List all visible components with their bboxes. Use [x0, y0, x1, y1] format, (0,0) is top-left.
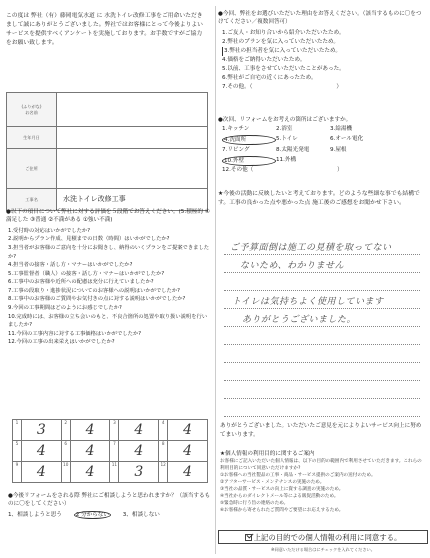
writing-line — [224, 398, 420, 399]
future-consult-question — [8, 492, 212, 519]
list-item: 7.工事の段取り・進捗状況についてのお客様への説明はいかがでしたか? — [8, 287, 180, 294]
score-value[interactable]: 4 — [168, 441, 208, 462]
option-all-electric[interactable]: 6.オール電化 — [330, 135, 364, 142]
next-reform-heading: ●次回、リフォームをお考えの箇所はございますか。 — [218, 117, 352, 123]
reason-list — [218, 29, 426, 92]
writing-line — [224, 326, 420, 327]
option-living[interactable]: 7.リビング — [222, 147, 250, 154]
writing-line — [224, 380, 420, 381]
consent-label: 上記の目的での個人情報の利用に同意する。 — [253, 533, 402, 542]
score-value[interactable]: 4 — [70, 441, 110, 462]
address-field[interactable] — [57, 149, 208, 189]
writing-line — [224, 272, 420, 273]
info-row-address — [7, 149, 208, 189]
list-item: ③当社の品質・サービスの向上に資する調査の実施のため。 — [220, 486, 344, 492]
option-bath[interactable]: 2.浴室 — [276, 126, 293, 133]
score-number: 1 — [13, 420, 22, 441]
info-label-text: (ふりがな) お名前 — [21, 103, 42, 115]
handwritten-comment-line: ご予算面倒は施工の見積を取ってない — [230, 243, 392, 253]
list-item: ⑤緊急時に行う旨の連絡のため。 — [220, 500, 289, 506]
list-item: 3.担当者がお客様のご意向を十分にお聞きし、納得のいくプランをご提案できましたか? — [8, 244, 210, 260]
right-column — [218, 2, 428, 556]
option-roof[interactable]: 9.屋根 — [330, 147, 347, 154]
score-number: 9 — [13, 462, 22, 483]
option-exterior[interactable]: 11.外構 — [276, 156, 297, 163]
info-row-name — [7, 93, 208, 127]
privacy-notice — [220, 450, 424, 515]
score-number: 11 — [110, 462, 119, 483]
info-label — [7, 93, 57, 127]
option-toilet[interactable]: 5.トイレ — [276, 135, 298, 142]
handwritten-comment-line: ないため、わかりません — [240, 261, 345, 271]
list-item[interactable]: 1.ご友人・お知り合いから紹介いただいたため。 — [222, 29, 345, 36]
reform-area-options — [218, 125, 426, 166]
option-washroom[interactable]: 4.洗面所 — [222, 135, 276, 145]
score-row — [13, 441, 208, 462]
score-row — [13, 420, 208, 441]
option-solar[interactable]: 8.太陽光発電 — [276, 147, 310, 154]
list-item-selected[interactable]: 3.弊社の担当者を気に入っていただいたため。 — [222, 47, 426, 56]
list-item: 12.今回の工事の出来栄えはいかがでしたか? — [8, 339, 115, 346]
list-item: 9.今回の工事期間はどのようにお感じでしたか? — [8, 304, 122, 311]
option-unsure[interactable]: 2 分からない — [75, 511, 109, 518]
score-value[interactable]: 4 — [70, 462, 110, 483]
score-row — [13, 462, 208, 483]
option-water-heater[interactable]: 3.給湯機 — [330, 126, 353, 133]
info-label: 工事名 — [7, 189, 57, 211]
rating-questions — [6, 208, 212, 347]
option-no-consult[interactable]: 3、相談しない — [122, 511, 160, 518]
list-item: 5.工事監督者（職人）の接客・話し方・マナーはいかがでしたか? — [8, 270, 165, 277]
future-question-text: ●今後リフォームをされる際 弊社にご相談しようと思われますか？（該当するものに〇をしてください） — [8, 493, 211, 508]
reason-heading: ●今回、弊社をお選びいただいた理由をお答えください。（該当するものに〇をつけてください／複数回答可） — [218, 11, 422, 26]
score-value[interactable]: 4 — [21, 462, 61, 483]
score-number: 5 — [13, 441, 22, 462]
list-item: 6.工事中のお客様や近所への配慮は充分に行えていましたか? — [8, 279, 154, 286]
list-item[interactable]: 5.以前、工事をさせていただいたことがあった。 — [222, 65, 345, 72]
score-value[interactable]: 4 — [70, 420, 110, 441]
consent-checkbox-row[interactable] — [218, 530, 428, 544]
info-label: 生年月日 — [7, 127, 57, 149]
list-item[interactable]: 4.価格をご納得いただいたため。 — [222, 56, 306, 63]
score-value[interactable]: 3 — [21, 420, 61, 441]
future-options — [8, 511, 212, 519]
score-number: 6 — [61, 441, 70, 462]
option-consult[interactable]: 1、相談しようと思う — [8, 511, 62, 518]
list-item: 11.今回の工事内容に対する工事価格はいかがでしたか? — [8, 330, 142, 337]
feedback-question: ★今後の活動に反映したいと考えております。どのような些細な事でも結構です。工事の良かった点や悪かった点 施工後のご感想をお聞かせ下さい。 — [218, 191, 420, 207]
intro-paragraph: この度は 弊社（有）藤岡電気水道 に 水洗トイレ改修工事をご用命いただきまして誠にありがとうございました。弊社ではお客様にとって今後よりよいサービスを提供すべくアンケートを実施しております。お手数ですがご協力をお願い致します。 — [6, 13, 203, 46]
handwritten-comment-line: トイレは気持ちよく使用しています — [232, 297, 384, 307]
work-name-field[interactable]: 水洗トイレ改修工事 — [57, 189, 208, 211]
option-other[interactable]: 12.その他（ ） — [222, 166, 343, 173]
name-field[interactable] — [57, 93, 208, 127]
rating-question-list — [6, 227, 212, 347]
option-kitchen[interactable]: 1.キッチン — [222, 126, 250, 133]
score-number: 4 — [159, 420, 168, 441]
option-exterior-wall[interactable]: 10.外壁 — [222, 156, 276, 166]
list-item[interactable]: 7.その他。（ ） — [222, 84, 343, 91]
score-value[interactable]: 3 — [119, 462, 159, 483]
left-column — [2, 2, 214, 556]
list-item: 1.受付時の対応はいかがでしたか? — [8, 227, 91, 234]
list-item: 4.担当者の接客・話し方・マナーはいかがでしたか? — [8, 262, 133, 269]
score-value[interactable]: 4 — [168, 462, 208, 483]
score-number: 3 — [110, 420, 119, 441]
list-item[interactable]: 2.弊社のプランを気に入っていただいたため。 — [222, 38, 339, 45]
writing-line — [224, 290, 420, 291]
column-divider — [215, 6, 216, 554]
score-number: 10 — [61, 462, 70, 483]
birthdate-field[interactable] — [57, 127, 208, 149]
thanks-message: ありがとうございました。いただいたご意見を元によりよいサービス向上に努めてまいります。 — [220, 423, 422, 438]
feedback-writing-area[interactable] — [224, 238, 424, 418]
list-item: ②アフターサービス・メンテナンスの実施のため。 — [220, 480, 325, 486]
writing-line — [224, 308, 420, 309]
score-grid — [12, 419, 208, 483]
list-item: 2.説明からプラン作成、見積までの日数（時間）はいかがでしたか? — [8, 236, 170, 243]
info-label: ご住所 — [7, 149, 57, 189]
consent-note: ※同意いただける場合はにチェックを入れてください。 — [271, 547, 375, 552]
next-reform-question — [218, 116, 426, 174]
rating-heading: ●以下の項目について弊社に対する評価を５段階でお答えください。(5:積極的 ④満足した ③普通 ②不満がある ①強い不満) — [6, 209, 210, 224]
list-item: 8.工事中のお客様のご質問やお気付きの点に対する説明はいかがでしたか? — [8, 296, 186, 303]
checkbox-icon[interactable] — [245, 534, 252, 541]
writing-line — [224, 344, 420, 345]
reason-question — [218, 10, 426, 92]
writing-line — [224, 254, 420, 255]
writing-line — [224, 416, 420, 417]
score-value[interactable]: 4 — [21, 441, 61, 462]
score-number: 7 — [110, 441, 119, 462]
list-item: ①お客様への当社製品の工事・商品・サービス提供のご案内の送付のため。 — [220, 473, 376, 479]
list-item: ⑥お客様から寄せられたご質問やご要望にお応えするため。 — [220, 507, 344, 513]
privacy-title: ★個人情報の利用目的に関するご案内 — [220, 451, 315, 457]
list-item: 10.完成時には、お客様の立ち会いのもと、不良合箇所の処置や取り扱い説明を行いましたか? — [8, 313, 208, 329]
privacy-body: お客様にご記入いただいた個人情報は、以下の目的の範囲内で利用させていただきます。これらの利用目的について同意いただけますか? — [220, 459, 422, 472]
handwritten-comment-line: ありがとうございました。 — [242, 315, 357, 325]
score-number: 8 — [159, 441, 168, 462]
list-item: ④当社からのダイレクトメール等による販促活動のため。 — [220, 493, 339, 499]
writing-line — [224, 362, 420, 363]
info-row-birthdate — [7, 127, 208, 149]
list-item[interactable]: 6.弊社がご自宅の近くにあったため。 — [222, 75, 317, 82]
score-number: 2 — [61, 420, 70, 441]
score-value[interactable]: 4 — [119, 420, 159, 441]
score-number: 12 — [159, 462, 168, 483]
customer-info-table — [6, 92, 208, 211]
score-value[interactable]: 4 — [168, 420, 208, 441]
score-value[interactable]: 4 — [119, 441, 159, 462]
